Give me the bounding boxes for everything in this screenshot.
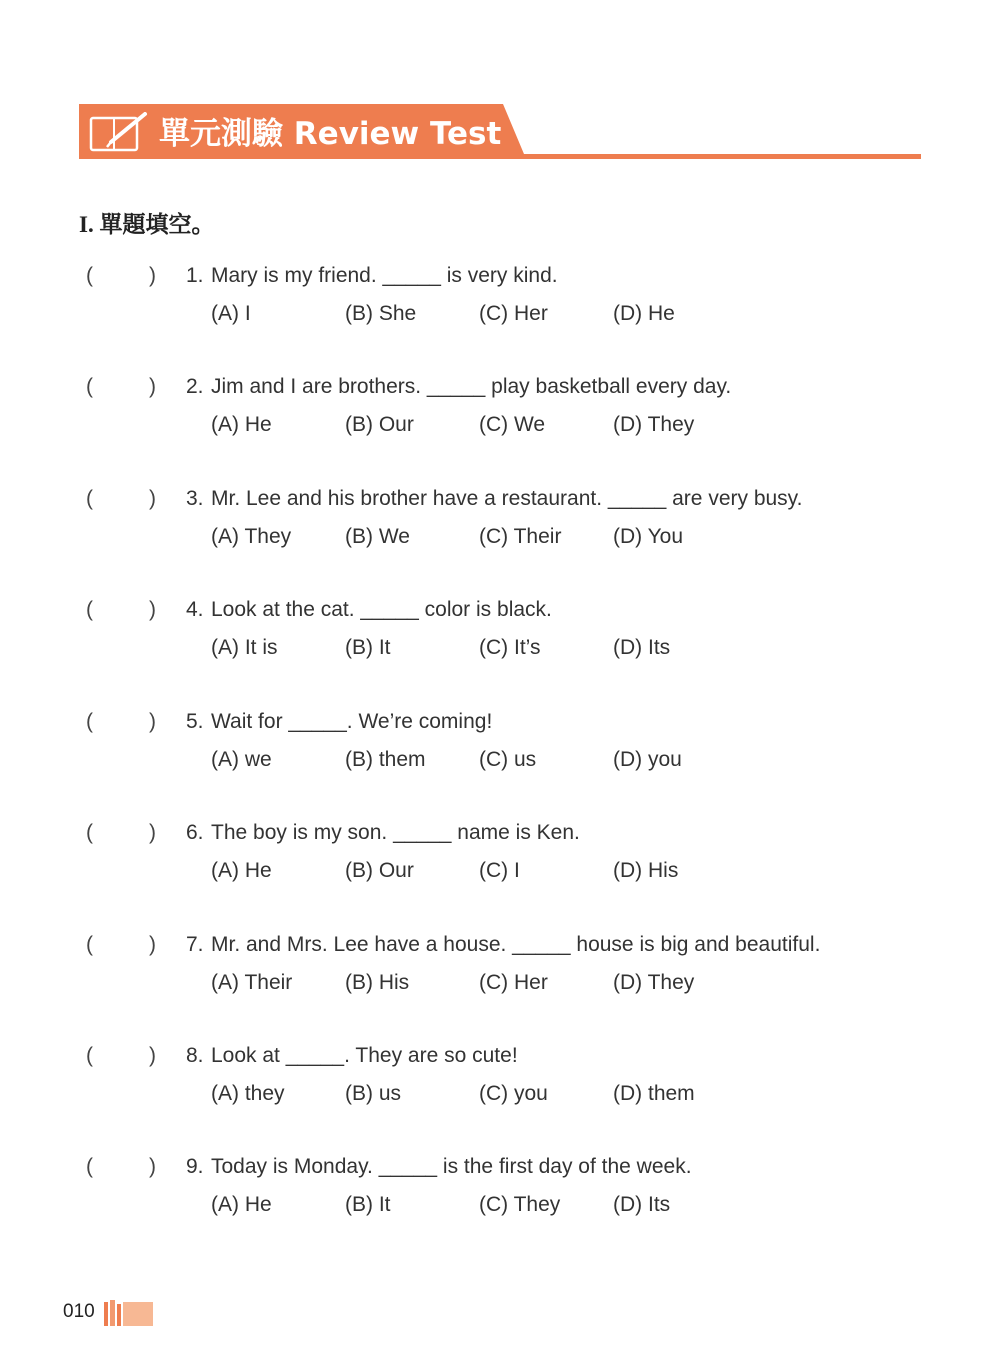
answer-paren-close: ) (149, 1044, 156, 1067)
question-4 (0, 595, 1000, 675)
answer-paren-open: ( (86, 598, 93, 621)
option-c: (C) We (479, 413, 546, 436)
option-c: (C) I (479, 859, 520, 882)
answer-paren-open: ( (86, 710, 93, 733)
answer-paren-close: ) (149, 710, 156, 733)
question-text: Wait for _____. We’re coming! (211, 710, 493, 733)
option-b: (B) She (345, 302, 417, 325)
option-b: (B) them (345, 748, 426, 771)
question-7 (0, 930, 1000, 1010)
option-b: (B) We (345, 525, 410, 548)
option-a: (A) He (211, 859, 272, 882)
books-icon (102, 1298, 156, 1328)
option-c: (C) Their (479, 525, 562, 548)
option-d: (D) You (613, 525, 684, 548)
option-c: (C) They (479, 1193, 561, 1216)
question-3 (0, 484, 1000, 564)
answer-paren-close: ) (149, 487, 156, 510)
option-b: (B) It (345, 1193, 391, 1216)
section-title: I. 單題填空。 (79, 212, 215, 237)
option-b: (B) us (345, 1082, 402, 1105)
question-1 (0, 261, 1000, 341)
answer-paren-close: ) (149, 1155, 156, 1178)
answer-paren-open: ( (86, 487, 93, 510)
question-number: 6. (186, 821, 204, 844)
question-number: 1. (186, 264, 204, 287)
question-8 (0, 1041, 1000, 1121)
question-text: Mary is my friend. _____ is very kind. (211, 264, 558, 287)
option-a: (A) they (211, 1082, 285, 1105)
option-c: (C) us (479, 748, 537, 771)
option-d: (D) Its (613, 636, 671, 659)
notebook-pencil-icon (89, 112, 153, 154)
option-d: (D) They (613, 971, 695, 994)
option-d: (D) you (613, 748, 682, 771)
option-c: (C) Her (479, 302, 548, 325)
question-9 (0, 1152, 1000, 1232)
option-b: (B) His (345, 971, 410, 994)
question-text: The boy is my son. _____ name is Ken. (211, 821, 580, 844)
question-number: 2. (186, 375, 204, 398)
answer-paren-close: ) (149, 821, 156, 844)
answer-paren-open: ( (86, 933, 93, 956)
header-title: 單元測驗 Review Test (159, 116, 502, 152)
option-b: (B) It (345, 636, 391, 659)
option-b: (B) Our (345, 413, 414, 436)
question-text: Mr. Lee and his brother have a restaurant. _____ are very busy. (211, 487, 803, 510)
answer-paren-open: ( (86, 1155, 93, 1178)
option-d: (D) them (613, 1082, 695, 1105)
question-5 (0, 707, 1000, 787)
question-text: Today is Monday. _____ is the first day of the week. (211, 1155, 692, 1178)
option-c: (C) Her (479, 971, 548, 994)
question-number: 9. (186, 1155, 204, 1178)
option-d: (D) He (613, 302, 675, 325)
question-number: 5. (186, 710, 204, 733)
question-text: Look at the cat. _____ color is black. (211, 598, 552, 621)
answer-paren-close: ) (149, 375, 156, 398)
question-text: Mr. and Mrs. Lee have a house. _____ house is big and beautiful. (211, 933, 821, 956)
question-number: 3. (186, 487, 204, 510)
question-text: Look at _____. They are so cute! (211, 1044, 518, 1067)
answer-paren-close: ) (149, 598, 156, 621)
review-test-header (79, 104, 921, 162)
option-a: (A) He (211, 413, 272, 436)
question-2 (0, 372, 1000, 452)
question-text: Jim and I are brothers. _____ play basketball every day. (211, 375, 732, 398)
option-c: (C) you (479, 1082, 548, 1105)
option-a: (A) He (211, 1193, 272, 1216)
question-6 (0, 818, 1000, 898)
option-a: (A) we (211, 748, 272, 771)
page-number: 010 (63, 1301, 95, 1322)
answer-paren-open: ( (86, 264, 93, 287)
option-d: (D) Its (613, 1193, 671, 1216)
question-number: 8. (186, 1044, 204, 1067)
option-c: (C) It’s (479, 636, 541, 659)
question-number: 7. (186, 933, 204, 956)
option-b: (B) Our (345, 859, 414, 882)
option-a: (A) It is (211, 636, 278, 659)
answer-paren-open: ( (86, 1044, 93, 1067)
option-a: (A) They (211, 525, 292, 548)
answer-paren-open: ( (86, 375, 93, 398)
question-number: 4. (186, 598, 204, 621)
answer-paren-close: ) (149, 933, 156, 956)
option-a: (A) Their (211, 971, 293, 994)
option-d: (D) His (613, 859, 679, 882)
option-a: (A) I (211, 302, 251, 325)
answer-paren-close: ) (149, 264, 156, 287)
option-d: (D) They (613, 413, 695, 436)
answer-paren-open: ( (86, 821, 93, 844)
